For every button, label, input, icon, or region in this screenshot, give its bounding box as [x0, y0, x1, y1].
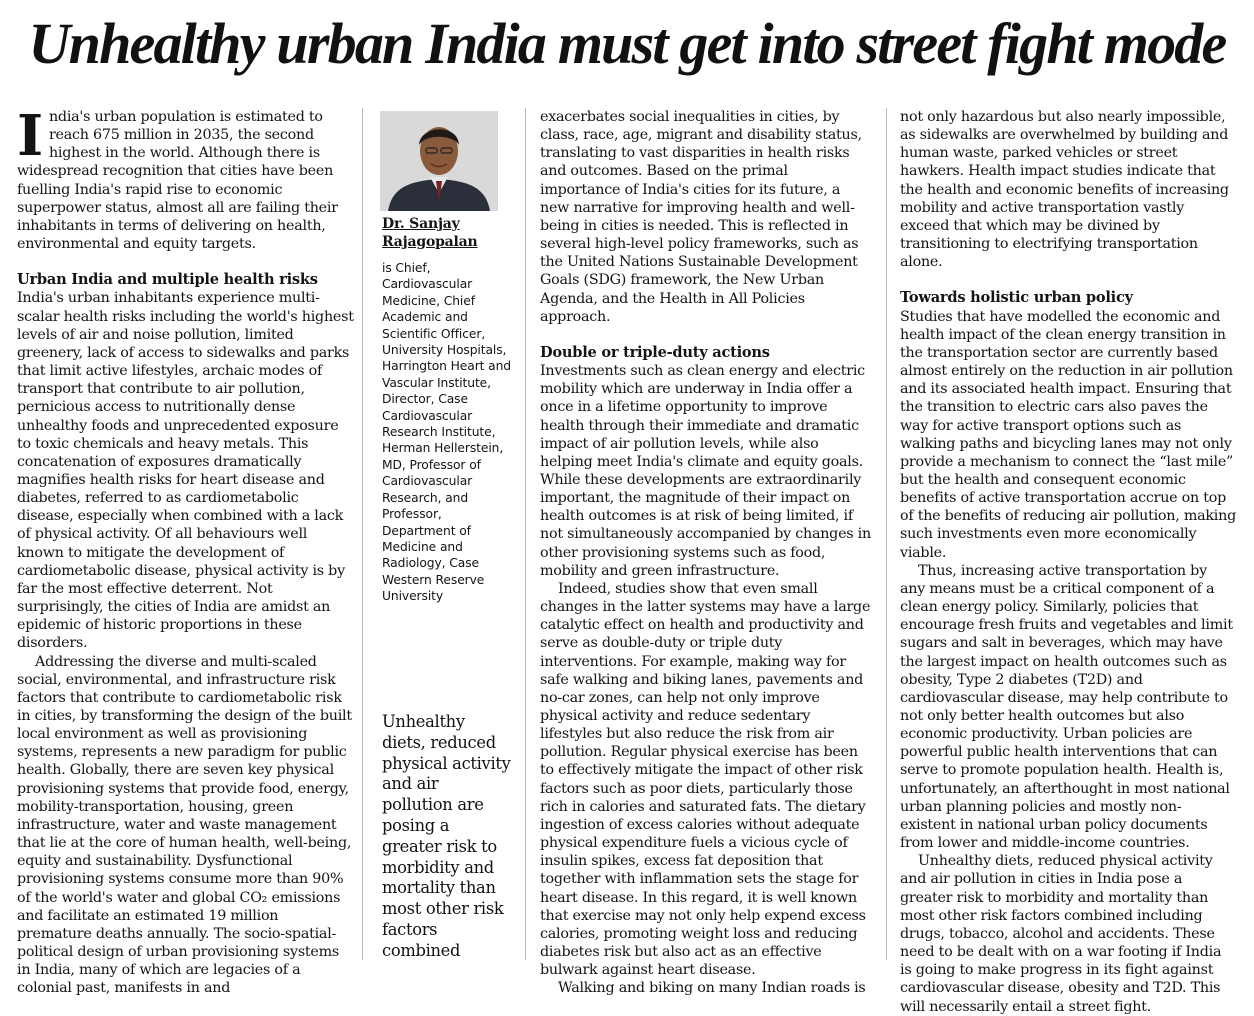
body-paragraph: Indeed, studies show that even small changes in the latter systems may have a large catalytic effect on health and productivity and serve as double-duty or triple duty interventions. For example, making way for safe walking and biking lanes, pavements and no-car zones, can help not only improve physical activity and reduce sedentary lifestyles but also reduce the risk from air pollution. Regular physical exercise has been to effectively mitigate the impact of other risk factors such as poor diets, particularly those rich in calories and saturated fats. The dietary ingestion of excess calories without adequate physical expenditure fuels a vicious cycle of insulin spikes, excess fat deposition that together with inflammation sets the stage for heart disease. In this regard, it is well known that exercise may not only help expend excess calories, promoting weight loss and reducing diabetes risk but also act as an effective bulwark against heart disease. [540, 580, 871, 979]
body-paragraph: Studies that have modelled the economic and health impact of the clean energy transition in the transportation sector are currently based almost entirely on the reduction in air pollution and its associated health impact. Ensuring that the transition to electric cars also paves the way for active transport options such as walking paths and bicycling lanes may not only provide a mechanism to connect the “last mile” but the health and consequent economic benefits of active transportation accrue on top of the benefits of reducing air pollution, making such investments even more economically viable. [900, 308, 1236, 561]
body-paragraph: exacerbates social inequalities in cities, by class, race, age, migrant and disability status, translating to vast disparities in health risks and outcomes. Based on the primal importance of India's cities for its future, a new narrative for improving health and well-being in cities is needed. This is reflected in several high-level policy frameworks, such as the United Nations Sustainable Development Goals (SDG) framework, the New Urban Agenda, and the Health in All Policies approach. [540, 109, 862, 325]
article-column-3 [540, 108, 872, 997]
column-divider [886, 108, 887, 960]
intro-text: ndia's urban population is estimated to reach 675 million in 2035, the second highest in the world. Although there is widespread recognition that cities have been fuelling India's rapid rise to economic superpower status, almost all are failing their inhabitants in terms of delivering on health, environmental and equity targets. [17, 109, 338, 253]
author-name: Dr. Sanjay Rajagopalan [382, 216, 478, 250]
body-paragraph: Walking and biking on many Indian roads is [558, 980, 866, 997]
intro-paragraph [17, 103, 354, 253]
author-photo [380, 111, 498, 211]
body-paragraph: not only hazardous but also nearly impossible, as sidewalks are overwhelmed by building and human waste, parked vehicles or street hawkers. Health impact studies indicate that the health and economic benefits of increasing mobility and active transportation vastly exceed that which may be divined by transitioning to electrifying transportation alone. [900, 109, 1229, 271]
subheading-health-risks: Urban India and multiple health risks [17, 271, 318, 289]
article-column-4 [900, 108, 1236, 1015]
column-divider [525, 108, 526, 960]
column-divider [362, 108, 363, 960]
subheading-double-duty: Double or triple-duty actions [540, 343, 770, 361]
body-paragraph: India's urban inhabitants experience multi-scalar health risks including the world's highest levels of air and noise pollution, limited greenery, lack of access to sidewalks and parks that limit active lifestyles, archaic modes of transport that contribute to air pollution, pernicious access to nutritionally dense unhealthy foods and unprecedented exposure to toxic chemicals and heavy metals. This concatenation of exposures dramatically magnifies health risks for heart disease and diabetes, referred to as cardiometabolic disease, especially when combined with a lack of physical activity. Of all behaviours well known to mitigate the development of cardiometabolic disease, physical activity is by far the most effective deterrent. Not surprisingly, the cities of India are amidst an epidemic of historic proportions in these disorders. [17, 290, 354, 652]
article-column-1 [17, 103, 354, 997]
subheading-holistic-policy: Towards holistic urban policy [900, 289, 1133, 307]
author-bio: is Chief, Cardiovascular Medicine, Chief Academic and Scientific Officer, University Hospitals, Harrington Heart and Vascular Institute, Director, Case Cardiovascular Research Institute, Herman Hellerstein, MD, Professor of Cardiovascular Research, and Professor, Department of Medicine and Radiology, Case Western Reserve University [382, 261, 512, 604]
pull-quote: Unhealthy diets, reduced physical activity and air pollution are posing a greater risk to morbidity and mortality than most other risk factors combined [382, 712, 511, 960]
body-paragraph: Investments such as clean energy and electric mobility which are underway in India offer a once in a lifetime opportunity to improve health through their immediate and dramatic impact of air pollution levels, while also helping meet India's climate and equity goals. While these developments are extraordinarily important, the magnitude of their impact on health outcomes is at risk of being limited, if not simultaneously accompanied by changes in other provisioning systems such as food, mobility and green infrastructure. [540, 363, 871, 579]
author-sidebar [372, 108, 512, 960]
drop-cap: I [17, 103, 43, 169]
body-paragraph: Addressing the diverse and multi-scaled social, environmental, and infrastructure risk factors that contribute to cardiometabolic risk in cities, by transforming the design of the built local environment as well as provisioning systems, represents a new paradigm for public health. Globally, there are seven key physical provisioning systems that provide food, energy, mobility-transportation, housing, green infrastructure, water and waste management that lie at the core of human health, well-being, equity and sustainability. Dysfunctional provisioning systems consume more than 90% of the world's water and global CO₂ emissions and facilitate an estimated 19 million premature deaths annually. The socio-spatial-political design of urban provisioning systems in India, many of which are legacies of a colonial past, manifests in and [17, 653, 352, 997]
body-paragraph: Thus, increasing active transportation by any means must be a critical component of a clean energy policy. Similarly, policies that encourage fresh fruits and vegetables and limit sugars and salt in beverages, which may have the largest impact on health outcomes such as obesity, Type 2 diabetes (T2D) and cardiovascular disease, may help contribute to not only better health outcomes but also economic productivity. Urban policies are powerful public health interventions that can serve to promote population health. Health is, unfortunately, an afterthought in most national urban planning policies and mostly non-existent in national urban policy documents from lower and middle-income countries. [900, 562, 1233, 852]
author-portrait-icon [380, 111, 498, 211]
article-headline: Unhealthy urban India must get into street fight mode [28, 11, 1226, 76]
body-paragraph: Unhealthy diets, reduced physical activity and air pollution in cities in India pose a greater risk to morbidity and mortality than most other risk factors combined including drugs, tobacco, alcohol and accidents. These need to be dealt with on a war footing if India is going to make progress in its fight against cardiovascular disease, obesity and T2D. This will necessarily entail a street fight. [900, 853, 1222, 1015]
